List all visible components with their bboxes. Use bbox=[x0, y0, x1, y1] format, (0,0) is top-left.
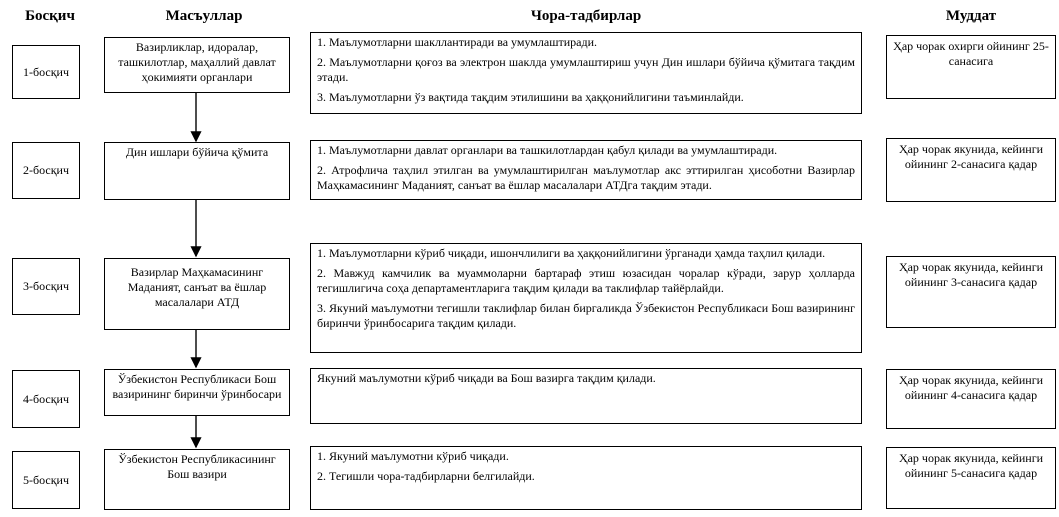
responsible-box: Вазирликлар, идоралар, ташкилотлар, маҳаллий давлат ҳокимияти органлари bbox=[104, 37, 290, 93]
responsible-box: Ўзбекистон Республикаси Бош вазирининг биринчи ўринбосари bbox=[104, 369, 290, 416]
stage-label: 4-босқич bbox=[12, 370, 80, 428]
responsible-box: Вазирлар Маҳкамасининг Маданият, санъат ва ёшлар масалалари АТД bbox=[104, 258, 290, 330]
deadline-box: Ҳар чорак якунида, кейинги ойининг 4-санасига қадар bbox=[886, 369, 1056, 429]
action-item: Якуний маълумотни кўриб чиқади ва Бош вазирга тақдим қилади. bbox=[317, 371, 656, 385]
stage-label: 1-босқич bbox=[12, 45, 80, 99]
action-item: 3. Маълумотларни ўз вақтида тақдим этилишини ва ҳаққонийлигини таъминлайди. bbox=[317, 90, 744, 104]
action-item: 1. Маълумотларни кўриб чиқади, ишончлилиги ва ҳаққонийлигини ўрганади ҳамда таҳлил қилади. bbox=[317, 246, 826, 260]
deadline-box: Ҳар чорак якунида, кейинги ойининг 2-санасига қадар bbox=[886, 138, 1056, 202]
header-responsible: Масъуллар bbox=[165, 8, 243, 24]
actions-box bbox=[310, 446, 862, 510]
deadline-box: Ҳар чорак якунида, кейинги ойининг 5-санасига қадар bbox=[886, 447, 1056, 509]
actions-box bbox=[310, 32, 862, 114]
actions-box bbox=[310, 140, 862, 200]
header-stage: Босқич bbox=[25, 8, 75, 24]
action-item: 1. Маълумотларни шакллантиради ва умумлаштиради. bbox=[317, 35, 597, 49]
stage-label: 3-босқич bbox=[12, 258, 80, 315]
deadline-box: Ҳар чорак якунида, кейинги ойининг 3-санасига қадар bbox=[886, 256, 1056, 328]
action-item: 2. Атрофлича таҳлил этилган ва умумлаштирилган маълумотлар акс эттирилган ҳисоботни Вазирлар Маҳкамасининг Маданият, санъат ва ёшлар масалалари АТДга тақдим этади. bbox=[317, 163, 855, 192]
action-item: 2. Тегишли чора-тадбирларни белгилайди. bbox=[317, 469, 535, 483]
action-item: 2. Маълумотларни қоғоз ва электрон шаклда умумлаштириш учун Дин ишлари бўйича қўмитага тақдим этади. bbox=[317, 55, 855, 84]
actions-box bbox=[310, 368, 862, 424]
action-item: 1. Якуний маълумотни кўриб чиқади. bbox=[317, 449, 509, 463]
header-deadline: Муддат bbox=[945, 8, 997, 24]
action-item: 2. Мавжуд камчилик ва муаммоларни бартараф этиш юзасидан чоралар кўради, зарур ҳолларда тегишлигича соҳа департаментларига тақдим қилади ва таклифлар тайёрлайди. bbox=[317, 266, 855, 295]
deadline-box: Ҳар чорак охирги ойининг 25-санасига bbox=[886, 35, 1056, 99]
stage-label: 5-босқич bbox=[12, 451, 80, 509]
responsible-box: Дин ишлари бўйича қўмита bbox=[104, 142, 290, 200]
action-item: 3. Якуний маълумотни тегишли таклифлар билан биргаликда Ўзбекистон Республикаси Бош вазирининг биринчи ўринбосарига тақдим қилади. bbox=[317, 301, 855, 330]
header-actions: Чора-тадбирлар bbox=[530, 8, 642, 24]
stage-label: 2-босқич bbox=[12, 142, 80, 199]
action-item: 1. Маълумотларни давлат органлари ва ташкилотлардан қабул қилади ва умумлаштиради. bbox=[317, 143, 778, 157]
responsible-box: Ўзбекистон Республикасининг Бош вазири bbox=[104, 449, 290, 510]
actions-box bbox=[310, 243, 862, 353]
